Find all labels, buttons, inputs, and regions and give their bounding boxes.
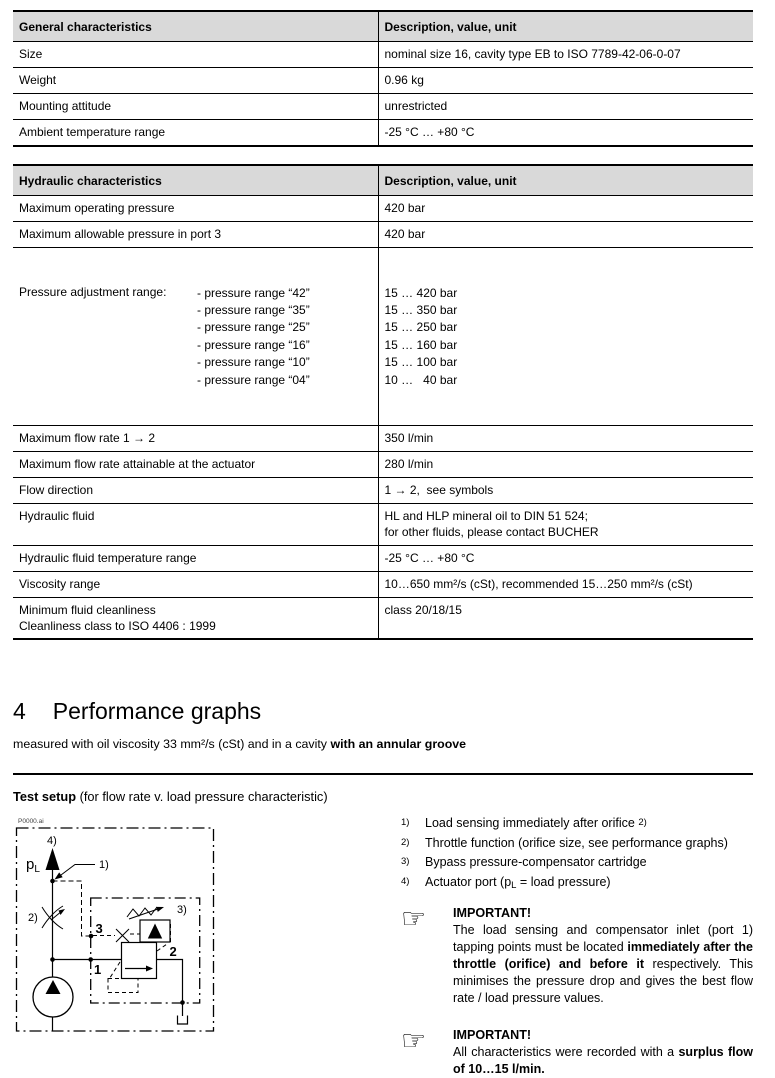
table-row [13,67,753,93]
spec-value-cell: class 20/18/15 [378,597,753,639]
load-sensing-pilot-line [53,881,91,936]
spec-value-cell: HL and HLP mineral oil to DIN 51 524; for other fluids, please contact BUCHER [378,503,753,545]
port-3-label: 3 [95,921,103,937]
junction-dot [180,1001,185,1006]
footnote-4 [401,873,753,892]
spec-label-cell: Ambient temperature range [19,124,166,139]
spec-label-cell: Hydraulic fluid temperature range [13,545,378,571]
pilot-orifice-cross [116,929,129,942]
throttle-arrowhead [59,909,66,915]
diagram-column [13,810,401,1077]
table-row [13,597,753,639]
pressure-range-item: - pressure range “35” [197,303,310,318]
section-title: Performance graphs [52,698,262,725]
table-row [13,571,753,597]
hydraulic-schematic-diagram [13,810,238,1042]
pressure-range-value: 15 … 420 bar [384,285,458,300]
junction-dot [88,958,93,963]
callout-3-label: 3) [177,904,187,917]
spec-value-cell: nominal size 16, cavity type EB to ISO 7789-42-06-0-07 [378,42,753,68]
subscript-L: L [511,879,517,891]
footnote-marker: 1) [401,817,410,829]
spec-label-cell: Flow direction [13,477,378,503]
callout-1-label: 1) [99,859,109,872]
spec-label-cell: Mounting attitude [13,93,378,119]
spec-label-cell: Maximum flow rate 1 → 2 [13,425,378,451]
pressure-range-item: - pressure range “04” [197,372,310,387]
horizontal-rule [13,773,753,775]
important-note-2 [401,1023,753,1078]
spec-value-cell: 1 → 2, see symbols [378,477,753,503]
footnote-marker: 3) [401,856,410,868]
junction-dot [50,879,55,884]
spec-label-cell: Maximum allowable pressure in port 3 [13,221,378,247]
table-header-cell: Description, value, unit [378,165,753,196]
important-note-body [453,905,753,1008]
footnote-text: Load sensing immediately after orifice 2) [425,816,647,831]
footnote-1 [401,814,753,833]
spec-value-cell: 420 bar [378,195,753,221]
pressure-range-item: - pressure range “10” [197,355,310,370]
pressure-range-values [385,285,746,389]
footnote-2 [401,834,753,853]
diagram-file-label: P0000.ai [18,818,44,826]
table-header-cell: Hydraulic characteristics [13,165,378,196]
footnote-3 [401,853,753,872]
pointing-hand-icon: ☞ [401,1023,427,1057]
table-row-pressure-adjustment [13,247,753,425]
spec-label-cell: Maximum flow rate attainable at the actuator [13,451,378,477]
junction-dot [89,934,94,939]
pressure-range-value: 15 … 160 bar [384,337,458,352]
spec-label-cell: Maximum operating pressure [13,195,378,221]
test-setup-caption: Test setup (for flow rate v. load pressure characteristic) [13,789,328,805]
pointing-hand-icon: ☞ [401,901,427,935]
callout-1-leader [57,865,95,879]
spec-label-cell: Hydraulic fluid [13,503,378,545]
callout-2-label: 2) [28,912,38,925]
pressure-range-value: 15 … 250 bar [384,320,458,335]
pressure-range-item: - pressure range “25” [197,320,310,335]
section-number: 4 [13,698,26,725]
spec-value-cell: 350 l/min [378,425,753,451]
spec-value-cell [378,247,753,425]
hydraulic-characteristics-table [13,164,753,641]
spec-value-cell: unrestricted [378,93,753,119]
footnote-text: Bypass pressure-compensator cartridge [425,855,647,870]
spec-label-cell: Minimum fluid cleanliness Cleanliness class to ISO 4406 : 1999 [19,602,216,633]
pilot-piston-leader [110,962,121,979]
test-setup-section [13,810,753,1077]
important-note-1 [401,901,753,1008]
table-row [13,119,753,145]
general-characteristics-table [13,10,753,147]
port2-line [157,960,183,1017]
footnote-text: Throttle function (orifice size, see performance graphs) [425,835,728,850]
compensator-valve-box [122,943,157,979]
table-row [13,503,753,545]
table-header-row [13,165,753,196]
spec-value-cell: 10…650 mm²/s (cSt), recommended 15…250 mm²/s (cSt) [378,571,753,597]
spec-value-cell: -25 °C … +80 °C [378,119,753,145]
important-text: All characteristics were recorded with a surplus flow of 10…15 l/min. [453,1044,753,1076]
pressure-range-value: 15 … 350 bar [384,303,458,318]
pressure-range-list [197,285,310,389]
port-1-label: 1 [94,962,102,978]
measurement-conditions-text: measured with oil viscosity 33 mm²/s (cSt) and in a cavity with an annular groove [13,737,467,752]
table-row [13,425,753,451]
pressure-range-value: 10 … 40 bar [384,372,458,387]
actuator-arrow [46,848,60,870]
pressure-range-label: Pressure adjustment range: [19,284,167,299]
spec-value-cell: -25 °C … +80 °C [378,545,753,571]
table-header-row [13,11,753,42]
pressure-range-item: - pressure range “42” [197,285,310,300]
table-row [13,221,753,247]
footnote-text: Actuator port (pL = load pressure) [425,874,611,891]
spec-label-cell: Viscosity range [13,571,378,597]
table-row [13,42,753,68]
important-title: IMPORTANT! [453,905,532,920]
spring-arrowhead [156,907,164,912]
spec-label-cell: Size [13,42,378,68]
important-note-body [453,1027,753,1078]
table-row [13,451,753,477]
tank-symbol [178,1016,188,1025]
footnote-reference: 2) [638,817,647,829]
important-title: IMPORTANT! [453,1027,532,1042]
notes-column [401,810,753,1077]
table-header-cell: General characteristics [13,11,378,42]
footnote-marker: 2) [401,836,410,848]
pilot-piston-box [108,979,138,993]
junction-dot [50,958,55,963]
table-gap [13,147,753,164]
section-heading [13,698,753,725]
table-row [13,93,753,119]
table-row [13,195,753,221]
important-text: The load sensing and compensator inlet (port 1) tapping points must be located immediately after the throttle (orifice) and before it respectively. This minimises the pressure drop and gives the best flow rate / load pressure values. [453,922,753,1006]
pressure-range-item: - pressure range “16” [197,337,310,352]
table-header-cell: Description, value, unit [378,11,753,42]
callout-4-label: 4) [47,835,57,848]
port-2-label: 2 [169,944,177,960]
pressure-range-value: 15 … 100 bar [384,355,458,370]
spec-label-cell [13,247,378,425]
load-pressure-label: $p_L$ [26,856,40,876]
spec-label-cell: Weight [13,67,378,93]
callout-1-arrowhead [55,873,63,880]
spring-symbol [127,907,157,917]
table-row [13,477,753,503]
footnote-marker: 4) [401,875,410,887]
table-row [13,545,753,571]
spec-value-cell: 420 bar [378,221,753,247]
spec-value-cell: 0.96 kg [378,67,753,93]
spec-value-cell: 280 l/min [378,451,753,477]
